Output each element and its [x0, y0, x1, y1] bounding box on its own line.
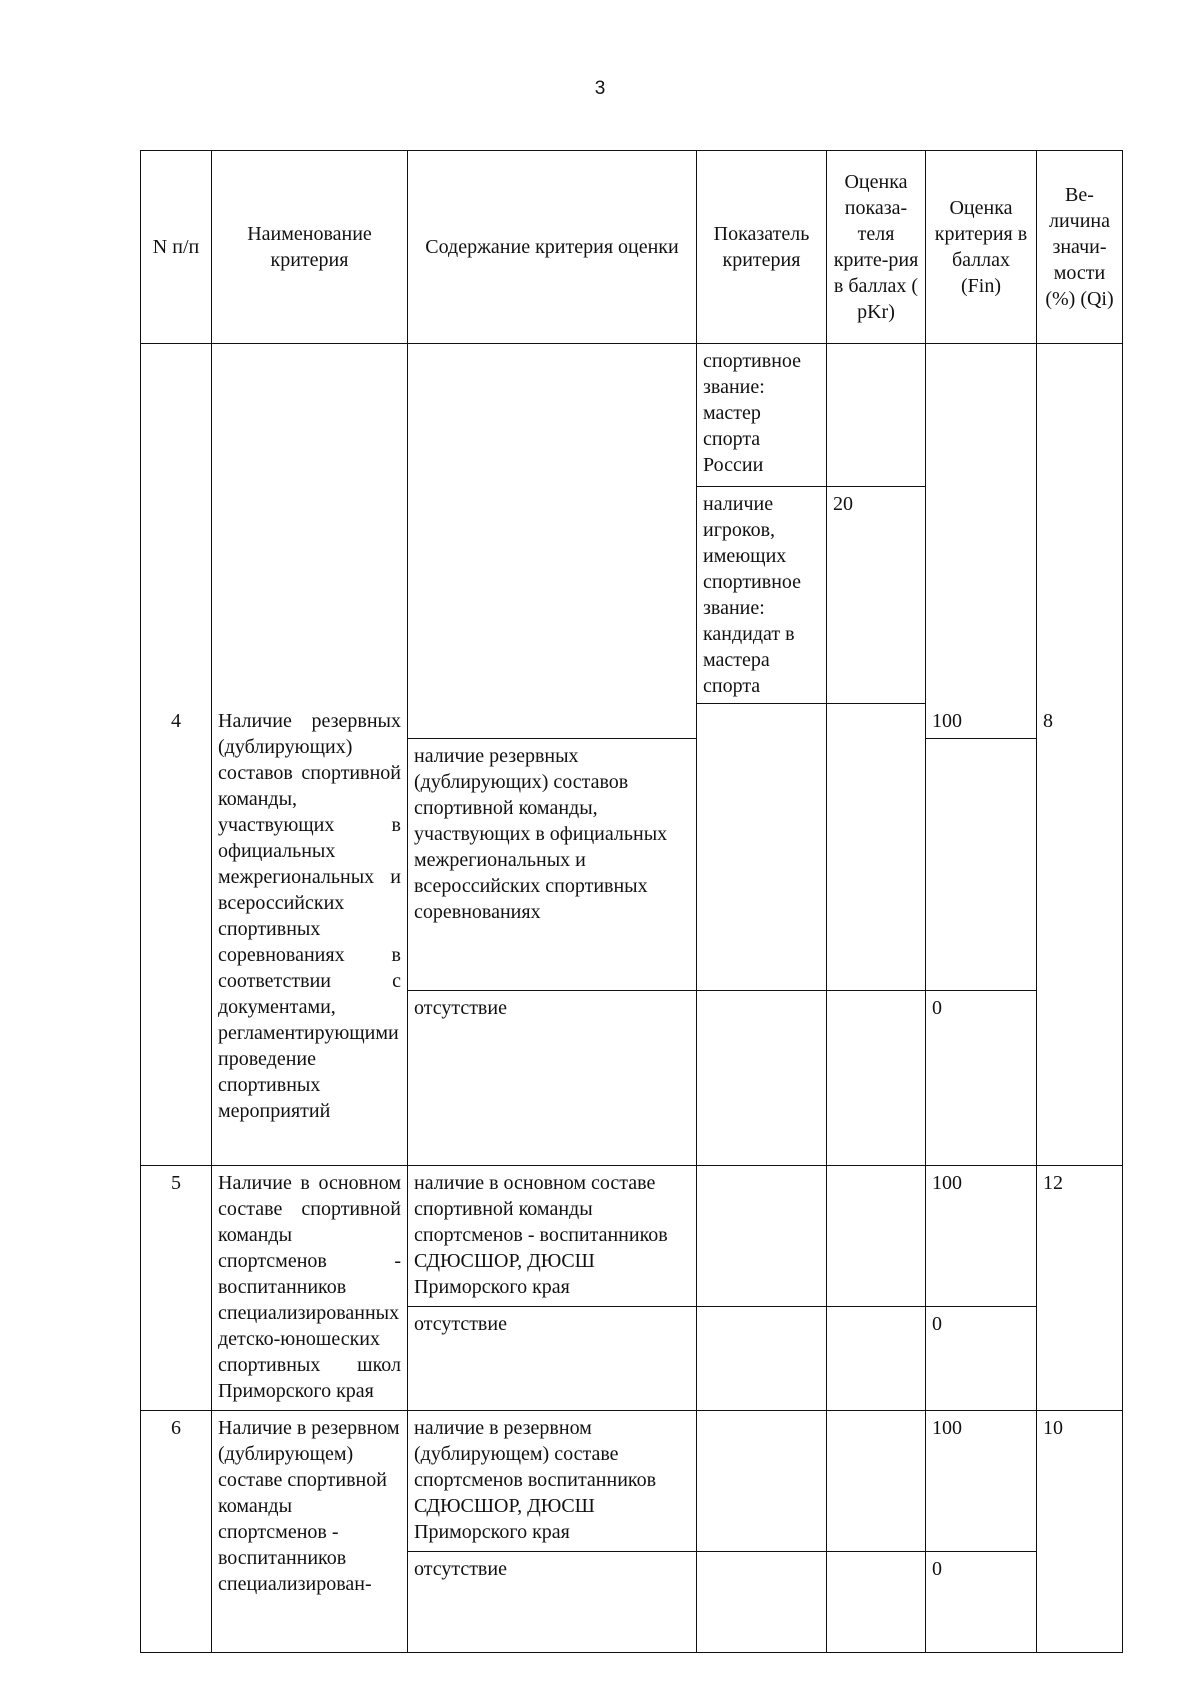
row4-significance: 8 [1037, 344, 1123, 1166]
row5-indicator-score-2 [827, 1307, 926, 1411]
row6-significance: 10 [1037, 1411, 1123, 1653]
page-number: 3 [594, 78, 606, 99]
row5-content-1: наличие в основном составе спортивной команды спортсменов - воспитанников СДЮСШОР, ДЮСШ Приморского края [408, 1166, 697, 1307]
row4-indicator-a-score [827, 344, 926, 487]
row6-num: 6 [141, 1411, 212, 1653]
row6-indicator-1 [697, 1411, 827, 1552]
row4-indicator-b: наличие игроков, имеющих спортивное звание: кандидат в мастера спорта [697, 487, 827, 704]
row6-indicator-2 [697, 1552, 827, 1653]
header-num: N п/п [141, 151, 212, 344]
table-row [141, 1166, 1123, 1307]
row5-criterion-score-1: 100 [926, 1166, 1037, 1307]
row4-content-empty [408, 344, 697, 739]
row5-content-2: отсутствие [408, 1307, 697, 1411]
row4-criterion-score-2: 0 [926, 991, 1037, 1166]
row6-criterion-score-2: 0 [926, 1552, 1037, 1653]
header-indicator-score: Оценка показа-теля крите-рия в баллах ( pKr) [827, 151, 926, 344]
criteria-table [140, 150, 1123, 1653]
row4-num: 4 [141, 344, 212, 1166]
row4-indicator-2-score [827, 991, 926, 1166]
row4-indicator-c [697, 704, 827, 991]
row4-indicator-2 [697, 991, 827, 1166]
header-name: Наименование критерия [212, 151, 408, 344]
row6-indicator-score-1 [827, 1411, 926, 1552]
header-indicator: Показатель критерия [697, 151, 827, 344]
header-content: Содержание критерия оценки [408, 151, 697, 344]
row6-content-1: наличие в резервном (дублирующем) составе спортсменов воспитанников СДЮСШОР, ДЮСШ Приморского края [408, 1411, 697, 1552]
row5-num: 5 [141, 1166, 212, 1411]
row5-indicator-1 [697, 1166, 827, 1307]
header-significance: Ве-личина значи-мости (%) (Qi) [1037, 151, 1123, 344]
row4-criterion-score-1: 100 [926, 344, 1037, 739]
row4-content-1: наличие резервных (дублирующих) составов спортивной команды, участвующих в официальных межрегиональных и всероссийских спортивных соревнованиях [408, 739, 697, 991]
table-row [141, 1411, 1123, 1552]
row5-significance: 12 [1037, 1166, 1123, 1411]
row6-name: Наличие в резервном (дублирующем) составе спортивной команды спортсменов - воспитанников специализирован- [212, 1411, 408, 1653]
row4-indicator-a: спортивное звание: мастер спорта России [697, 344, 827, 487]
row6-content-2: отсутствие [408, 1552, 697, 1653]
table-row [141, 344, 1123, 487]
row6-indicator-score-2 [827, 1552, 926, 1653]
row4-content-2: отсутствие [408, 991, 697, 1166]
row5-name: Наличие в основном составе спортивной команды спортсменов - воспитанников специализированных детско-юношеских спортивных школ Приморского края [212, 1166, 408, 1411]
row4-criterion-score-1b [926, 739, 1037, 991]
row4-indicator-b-score: 20 [827, 487, 926, 704]
header-row [141, 151, 1123, 344]
row5-indicator-2 [697, 1307, 827, 1411]
row4-indicator-c-score [827, 704, 926, 991]
row6-criterion-score-1: 100 [926, 1411, 1037, 1552]
header-criterion-score: Оценка критерия в баллах (Fin) [926, 151, 1037, 344]
row5-indicator-score-1 [827, 1166, 926, 1307]
row5-criterion-score-2: 0 [926, 1307, 1037, 1411]
row4-name: Наличие резервных (дублирующих) составов спортивной команды, участвующих в официальных межрегиональных и всероссийских спортивных соревнованиях в соответствии с документами, регламентирующими проведение спортивных мероприятий [212, 344, 408, 1166]
